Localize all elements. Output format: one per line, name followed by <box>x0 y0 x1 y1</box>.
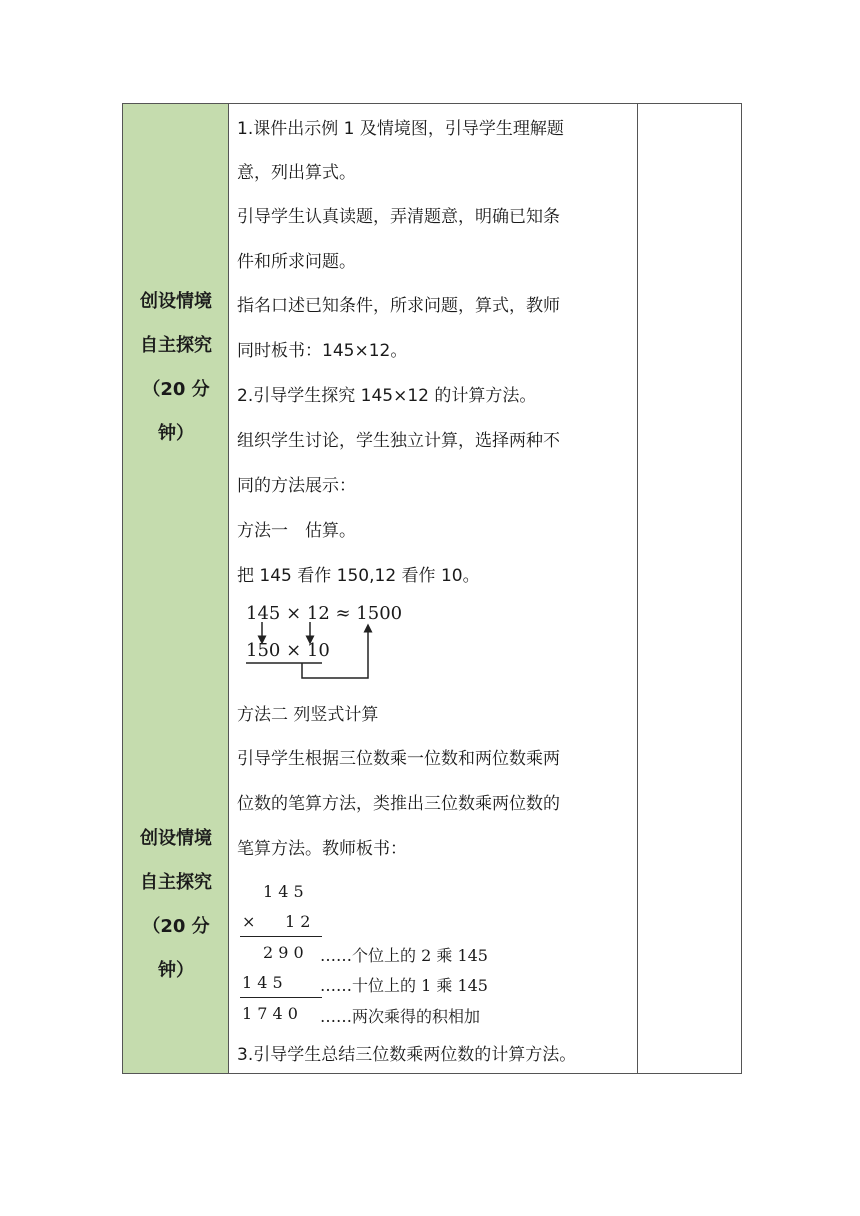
content-line: 方法二 列竖式计算 <box>237 705 379 725</box>
section-title-line: 钟） <box>158 423 194 444</box>
content-line: 同时板书：145×12。 <box>237 341 408 361</box>
calc-row-5: 1 7 4 0 <box>242 1004 298 1023</box>
content-line: 方法一 估算。 <box>237 521 356 541</box>
content-line: 3.引导学生总结三位数乘两位数的计算方法。 <box>237 1045 577 1065</box>
estimate-top: 145 × 12 ≈ 1500 <box>246 603 403 624</box>
calc-rule <box>240 936 322 937</box>
content-line: 引导学生认真读题，弄清题意，明确已知条 <box>237 207 560 227</box>
section-title-line: 自主探究 <box>140 872 212 893</box>
calc-note-4: ……十位上的 1 乘 145 <box>320 976 488 995</box>
calc-row-2: 1 2 <box>285 912 311 931</box>
section-title-line: 创设情境 <box>140 291 212 312</box>
lesson-table <box>122 103 742 1074</box>
content-line: 2.引导学生探究 145×12 的计算方法。 <box>237 386 537 406</box>
content-line: 意，列出算式。 <box>237 163 356 183</box>
content-line: 指名口述已知条件，所求问题，算式，教师 <box>237 296 560 316</box>
calc-note-5: ……两次乘得的积相加 <box>320 1007 481 1026</box>
section-title-line: （20 分 <box>142 379 210 400</box>
content-line: 同的方法展示： <box>237 476 356 496</box>
estimate-arrows <box>240 600 390 690</box>
content-line: 位数的笔算方法，类推出三位数乘两位数的 <box>237 794 560 814</box>
notes-column <box>638 104 741 1073</box>
section-column <box>123 104 229 1073</box>
content-line: 1.课件出示例 1 及情境图，引导学生理解题 <box>237 119 564 139</box>
estimate-bottom: 150 × 10 <box>246 640 330 661</box>
calc-row-1: 1 4 5 <box>263 882 304 901</box>
section-title-line: （20 分 <box>142 916 210 937</box>
calc-note-3: ……个位上的 2 乘 145 <box>320 946 488 965</box>
content-line: 笔算方法。教师板书： <box>237 839 407 859</box>
content-line: 引导学生根据三位数乘一位数和两位数乘两 <box>237 749 560 769</box>
section-title-bottom <box>123 817 229 993</box>
section-title-top <box>123 280 229 456</box>
calc-row-3: 2 9 0 <box>263 943 304 962</box>
calc-multiply-sign: × <box>242 912 256 931</box>
content-line: 把 145 看作 150,12 看作 10。 <box>237 566 480 586</box>
section-title-line: 钟） <box>158 960 194 981</box>
section-title-line: 自主探究 <box>140 335 212 356</box>
content-line: 组织学生讨论，学生独立计算，选择两种不 <box>237 431 560 451</box>
section-title-line: 创设情境 <box>140 828 212 849</box>
calc-row-4: 1 4 5 <box>242 973 283 992</box>
content-line: 件和所求问题。 <box>237 252 356 272</box>
calc-rule <box>240 997 322 998</box>
